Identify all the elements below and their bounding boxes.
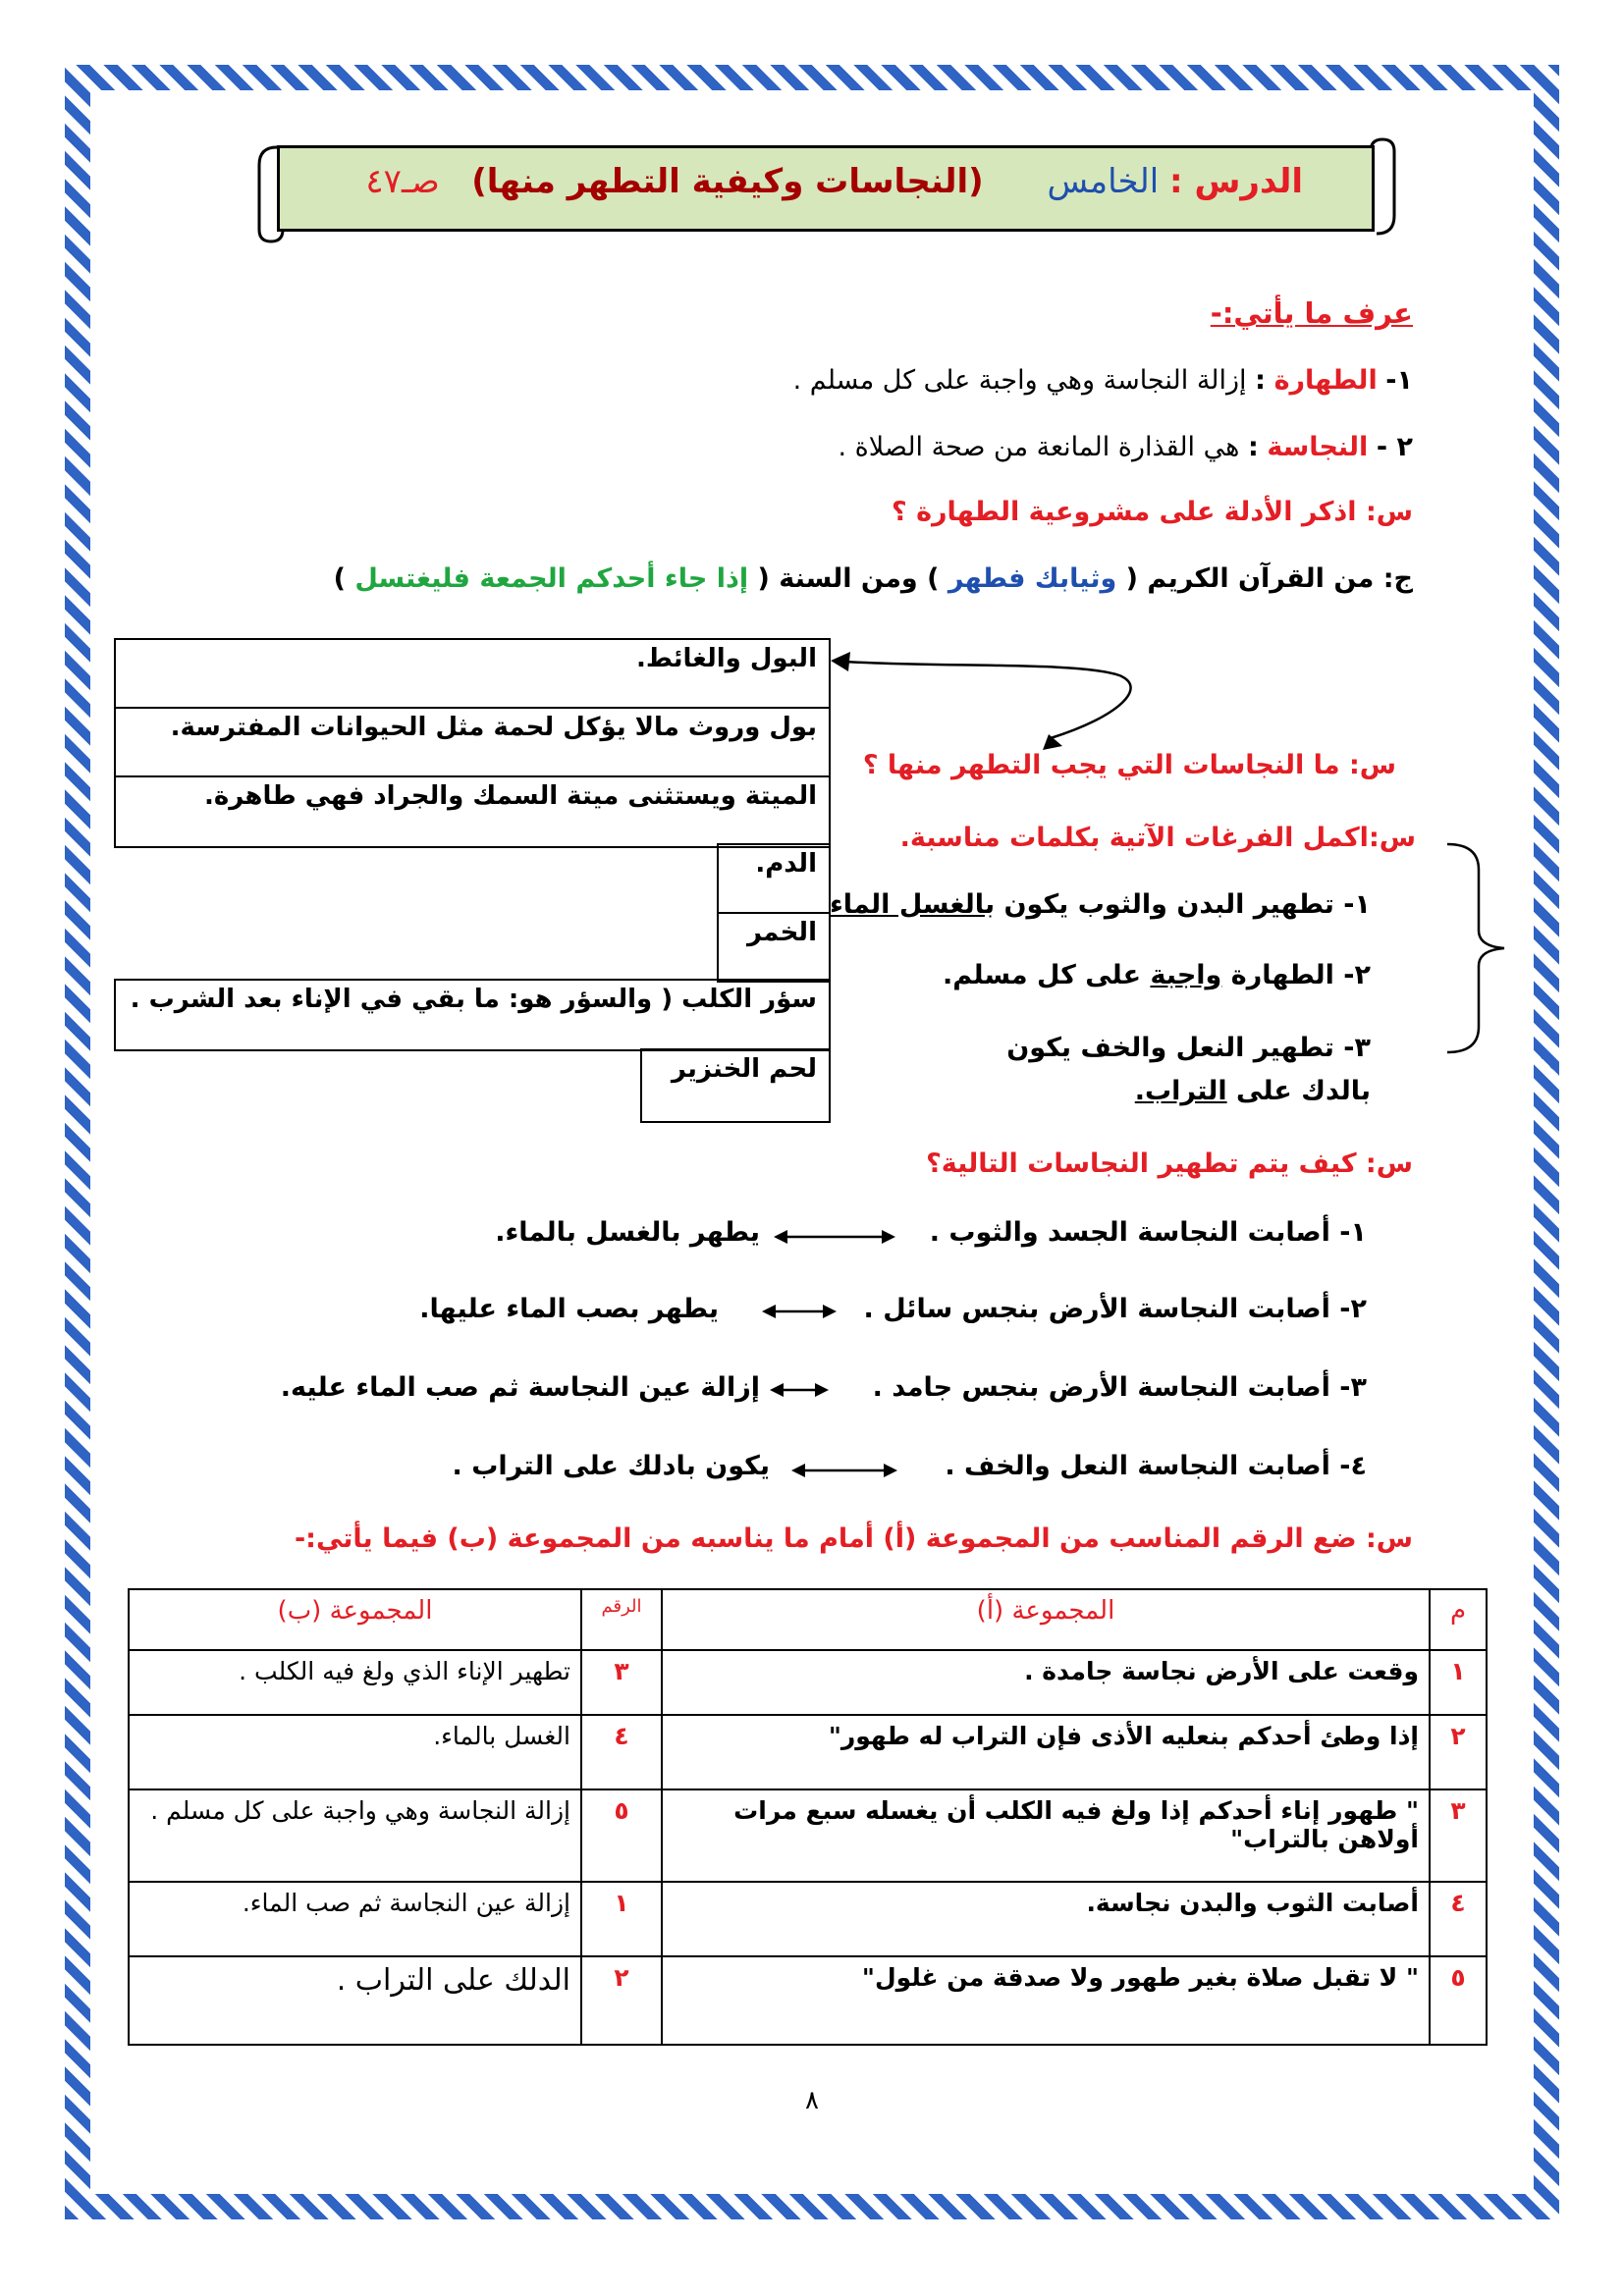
impurity-item: الميتة ويستثنى ميتة السمك والجراد فهي طاهرة.: [115, 776, 830, 847]
double-arrow-icon: [770, 1380, 829, 1400]
curved-arrow-icon: [825, 648, 1267, 756]
purify-result: يكون بادلك على التراب .: [452, 1451, 770, 1481]
brace-icon: [1443, 840, 1512, 1056]
header-group-a: المجموعة (أ): [662, 1589, 1430, 1650]
hadith-text: إذا جاء أحدكم الجمعة فليغتسل: [354, 563, 749, 594]
definition-item: ١- الطهارة : إزالة النجاسة وهي واجبة على كل مسلم .: [792, 365, 1413, 396]
lesson-label: الدرس :: [1169, 162, 1303, 201]
impurities-list-wide: [114, 638, 831, 848]
table-row: ٥ " لا تقبل صلاة بغير طهور ولا صدقة من غلول" ٢ الدلك على التراب .: [129, 1956, 1487, 2045]
impurity-item: الدم.: [718, 844, 830, 913]
table-header-row: [129, 1589, 1487, 1650]
impurities-list-narrow: [717, 843, 831, 983]
double-arrow-icon: [774, 1227, 895, 1247]
purify-result: إزالة عين النجاسة ثم صب الماء عليه.: [280, 1372, 760, 1403]
table-row: ٢ إذا وطئ أحدكم بنعليه الأذى فإن التراب له طهور" ٤ الغسل بالماء.: [129, 1715, 1487, 1789]
purify-case: ٣- أصابت النجاسة الأرض بنجس جامد .: [872, 1372, 1367, 1403]
impurities-list-wide-2: [114, 979, 831, 1051]
header-group-b: المجموعة (ب): [129, 1589, 581, 1650]
purify-case: ٤- أصابت النجاسة النعل والخف .: [945, 1451, 1367, 1481]
evidence-question: س: اذكر الأدلة على مشروعية الطهارة ؟: [892, 497, 1413, 527]
lesson-topic: (النجاسات وكيفية التطهر منها): [471, 162, 984, 201]
impurity-item: الخمر: [718, 913, 830, 982]
impurity-item: البول والغائط.: [115, 639, 830, 708]
impurities-question: س: ما النجاسات التي يجب التطهر منها ؟: [862, 750, 1396, 780]
table-row: ١ وقعت على الأرض نجاسة جامدة . ٣ تطهير الإناء الذي ولغ فيه الكلب .: [129, 1650, 1487, 1715]
page-number: ٨: [805, 2086, 819, 2115]
title-banner: [277, 145, 1375, 232]
header-num: الرقم: [581, 1589, 662, 1650]
impurity-item: سؤر الكلب ( والسؤر هو: ما بقي في الإناء بعد الشرب .: [115, 980, 830, 1050]
purify-result: يطهر بصب الماء عليها.: [419, 1294, 719, 1324]
matching-question: س: ضع الرقم المناسب من المجموعة (أ) أمام ما يناسبه من المجموعة (ب) فيما يأتي:-: [294, 1523, 1413, 1554]
purify-case: ١- أصابت النجاسة الجسد والثوب .: [929, 1217, 1367, 1248]
definitions-heading: عرف ما يأتي:-: [1210, 296, 1413, 330]
definition-item: ٢ - النجاسة : هي القذارة المانعة من صحة الصلاة .: [838, 432, 1413, 462]
fill-blanks-heading: س:اكمل الفرغات الآتية بكلمات مناسبة.: [899, 823, 1416, 853]
purify-result: يطهر بالغسل بالماء.: [495, 1217, 760, 1248]
purify-question: س: كيف يتم تطهير النجاسات التالية؟: [926, 1148, 1413, 1179]
lesson-number: الخامس: [1047, 162, 1160, 201]
evidence-answer: ج: من القرآن الكريم ( وثيابك فطهر ) ومن السنة ( إذا جاء أحدكم الجمعة فليغتسل ): [333, 563, 1413, 594]
lesson-page-ref: صـ٤٧: [365, 162, 440, 201]
double-arrow-icon: [791, 1461, 897, 1480]
table-row: ٤ أصابت الثوب والبدن نجاسة. ١ إزالة عين النجاسة ثم صب الماء.: [129, 1882, 1487, 1956]
fill-blank-item: ٢- الطهارة واجبة على كل مسلم.: [943, 960, 1371, 990]
double-arrow-icon: [762, 1302, 837, 1321]
impurities-list-last: [640, 1048, 831, 1123]
matching-table: [128, 1588, 1488, 2046]
quran-verse: وثيابك فطهر: [947, 563, 1117, 594]
header-m: م: [1430, 1589, 1487, 1650]
impurity-item: بول وروث مالا يؤكل لحمة مثل الحيوانات المفترسة.: [115, 708, 830, 776]
fill-blank-item: ١- تطهير البدن والثوب يكون بالغسل الماء: [830, 889, 1371, 920]
lesson-title: [365, 162, 1303, 201]
table-row: ٣ " طهور إناء أحدكم إذا ولغ فيه الكلب أن يغسله سبع مرات أولاهن بالتراب" ٥ إزالة النجاسة وهي واجبة على كل مسلم .: [129, 1789, 1487, 1882]
fill-blank-item: ٣- تطهير النعل والخف يكون بالدك على التراب.: [1006, 1033, 1371, 1106]
impurity-item: لحم الخنزير: [641, 1049, 830, 1122]
purify-case: ٢- أصابت النجاسة الأرض بنجس سائل .: [863, 1294, 1367, 1324]
